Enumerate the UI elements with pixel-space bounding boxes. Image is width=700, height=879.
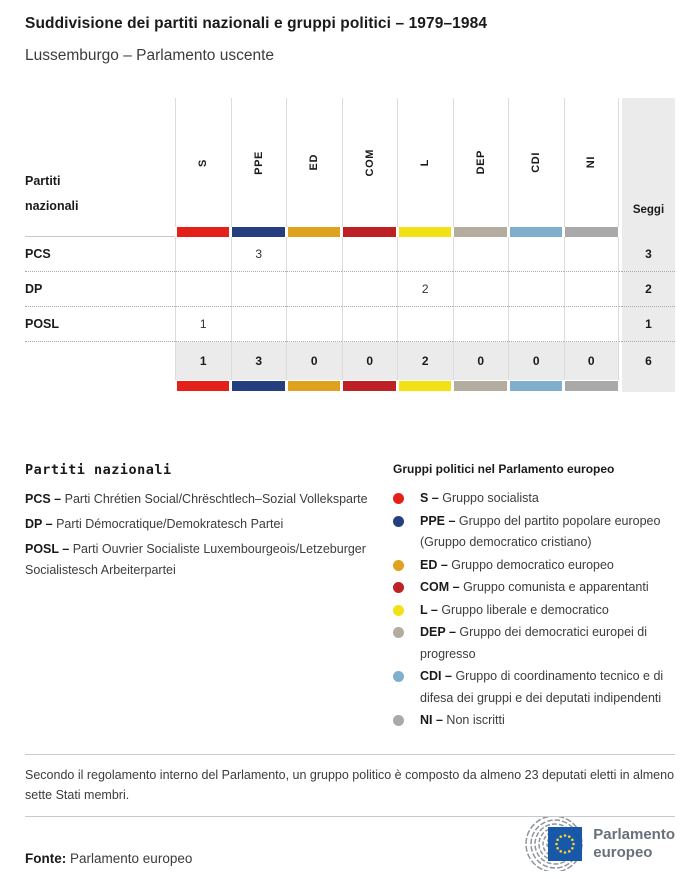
political-groups-legend-items	[393, 488, 675, 732]
seat-count-cell	[175, 272, 231, 307]
group-total-cell: 0	[342, 342, 398, 380]
national-parties-column-header-label: Partiti nazionali	[25, 174, 79, 213]
parliament-logo-wordmark	[593, 826, 675, 862]
page-subtitle: Lussemburgo – Parlamento uscente	[25, 47, 275, 64]
party-table	[25, 98, 675, 392]
group-col-header-CDI	[508, 98, 564, 227]
group-bar-cell	[175, 380, 231, 392]
seat-count-cell	[342, 272, 398, 307]
party-legend-item	[25, 539, 393, 581]
seats-column-header	[622, 98, 675, 227]
group-description: Gruppo di coordinamento tecnico e di difesa dei gruppi e dei deputati indipendenti	[420, 669, 664, 705]
seats-column-band	[622, 227, 675, 237]
group-color-dot-L	[393, 605, 404, 616]
group-bar-cell	[508, 227, 564, 237]
national-parties-legend-items	[25, 489, 393, 581]
group-abbr: PPE –	[420, 513, 456, 528]
group-legend-item	[393, 577, 675, 599]
group-legend-text	[420, 622, 675, 665]
national-parties-column-header	[25, 98, 175, 227]
party-total-seats: 3	[622, 237, 675, 272]
party-abbr: POSL –	[25, 542, 70, 556]
group-total-cell: 0	[453, 342, 509, 380]
group-bar-cell	[397, 227, 453, 237]
group-total-cell: 2	[397, 342, 453, 380]
group-description: Gruppo dei democratici europei di progresso	[420, 625, 647, 661]
group-color-bar-ED	[288, 227, 341, 237]
party-abbr: PCS –	[25, 492, 62, 506]
group-total-cell: 1	[175, 342, 231, 380]
group-code-label: CDI	[530, 152, 543, 173]
group-color-dot-ED	[393, 560, 404, 571]
group-code-label: PPE	[252, 150, 265, 175]
group-legend-item	[393, 511, 675, 554]
seat-count-cell	[286, 307, 342, 342]
seat-count-cell	[397, 237, 453, 272]
group-col-header-DEP	[453, 98, 509, 227]
group-bar-cell	[231, 380, 287, 392]
group-bar-cell	[286, 380, 342, 392]
party-row-label: PCS	[25, 237, 175, 272]
totals-row-label	[25, 342, 175, 380]
group-color-bar-PPE	[232, 381, 285, 391]
seat-count-cell	[175, 237, 231, 272]
group-legend-item	[393, 710, 675, 732]
group-col-header-NI	[564, 98, 620, 227]
footer	[25, 816, 675, 872]
seat-count-cell: 2	[397, 272, 453, 307]
seat-count-cell	[564, 237, 620, 272]
group-description: Non iscritti	[446, 713, 505, 727]
group-color-bar-L	[399, 227, 452, 237]
political-groups-legend-heading: Gruppi politici nel Parlamento europeo	[393, 462, 615, 476]
page-title: Suddivisione dei partiti nazionali e gruppi politici – 1979–1984	[25, 15, 488, 32]
group-color-bar-DEP	[454, 381, 507, 391]
group-bar-cell	[564, 380, 620, 392]
group-total-cell: 0	[564, 342, 620, 380]
group-legend-text	[420, 710, 505, 732]
group-abbr: CDI –	[420, 669, 452, 683]
group-color-dot-NI	[393, 715, 404, 726]
logo-line2: europeo	[593, 844, 653, 861]
group-legend-item	[393, 622, 675, 665]
group-legend-item	[393, 488, 675, 510]
group-legend-text	[420, 488, 539, 510]
group-legend-item	[393, 600, 675, 622]
seat-count-cell	[564, 272, 620, 307]
group-col-header-PPE	[231, 98, 287, 227]
group-legend-text	[420, 555, 614, 577]
group-abbr: L –	[420, 602, 438, 617]
seat-count-cell	[397, 307, 453, 342]
seat-count-cell: 1	[175, 307, 231, 342]
seat-count-cell	[508, 307, 564, 342]
group-abbr: DEP –	[420, 625, 456, 639]
seat-count-cell	[453, 272, 509, 307]
group-color-bar-CDI	[510, 227, 563, 237]
national-parties-legend-heading: Partiti nazionali	[25, 462, 172, 478]
party-total-seats: 1	[622, 307, 675, 342]
source-text: Parlamento europeo	[70, 851, 193, 866]
seat-count-cell: 3	[231, 237, 287, 272]
seat-count-cell	[231, 307, 287, 342]
group-bar-cell	[564, 227, 620, 237]
group-abbr: NI –	[420, 713, 443, 727]
group-code-label: S	[197, 158, 210, 167]
group-col-header-COM	[342, 98, 398, 227]
party-abbr: DP –	[25, 517, 53, 531]
party-fullname: Parti Chrétien Social/Chrëschtlech–Sozial Volleksparte	[64, 492, 368, 506]
group-code-label: NI	[585, 156, 598, 169]
group-abbr: ED –	[420, 557, 448, 572]
group-bar-cell	[342, 380, 398, 392]
group-color-bar-ED	[288, 381, 341, 391]
group-abbr: S –	[420, 491, 439, 505]
seats-column-band	[622, 380, 675, 392]
group-code-label: ED	[308, 154, 321, 171]
group-bar-cell	[508, 380, 564, 392]
group-description: Gruppo democratico europeo	[451, 557, 614, 572]
party-fullname: Parti Ouvrier Socialiste Luxembourgeois/Letzeburger Socialistesch Arbeiterpartei	[25, 542, 366, 577]
political-groups-legend	[393, 462, 675, 733]
group-code-label: COM	[363, 148, 376, 177]
group-color-bar-DEP	[454, 227, 507, 237]
seat-count-cell	[231, 272, 287, 307]
group-legend-item	[393, 666, 675, 709]
party-legend-item	[25, 514, 393, 535]
group-col-header-S	[175, 98, 231, 227]
group-legend-item	[393, 555, 675, 577]
header-underline	[25, 227, 175, 237]
source-label: Fonte:	[25, 851, 67, 866]
party-row-label: DP	[25, 272, 175, 307]
party-row-label: POSL	[25, 307, 175, 342]
group-color-bar-PPE	[232, 227, 285, 237]
group-color-bar-NI	[565, 381, 618, 391]
eu-flag	[548, 827, 582, 861]
parliament-hemicycle-icon	[507, 817, 585, 871]
group-col-header-L	[397, 98, 453, 227]
seat-count-cell	[453, 237, 509, 272]
group-color-bar-S	[177, 227, 230, 237]
source-line	[25, 851, 192, 866]
seat-count-cell	[508, 237, 564, 272]
group-total-cell: 3	[231, 342, 287, 380]
seats-column-header-label: Seggi	[632, 204, 665, 216]
group-color-bar-S	[177, 381, 230, 391]
footnote: Secondo il regolamento interno del Parlamento, un gruppo politico è composto da almeno 23 deputati eletti in almeno sette Stati membri.	[25, 754, 675, 817]
group-legend-text	[420, 577, 649, 599]
party-legend-item	[25, 489, 393, 510]
group-color-dot-DEP	[393, 627, 404, 638]
group-color-bar-COM	[343, 381, 396, 391]
seat-count-cell	[508, 272, 564, 307]
group-col-header-ED	[286, 98, 342, 227]
logo-line1: Parlamento	[593, 826, 675, 843]
national-parties-legend	[25, 462, 393, 733]
table-bottom-left	[25, 380, 175, 392]
group-abbr: COM –	[420, 580, 460, 594]
group-color-bar-NI	[565, 227, 618, 237]
group-total-cell: 0	[286, 342, 342, 380]
group-legend-text	[420, 511, 675, 554]
seat-count-cell	[342, 307, 398, 342]
group-color-dot-CDI	[393, 671, 404, 682]
group-description: Gruppo socialista	[442, 491, 539, 505]
seat-count-cell	[453, 307, 509, 342]
group-legend-text	[420, 600, 609, 622]
group-description: Gruppo comunista e apparentanti	[463, 580, 649, 594]
seat-count-cell	[286, 237, 342, 272]
group-bar-cell	[453, 227, 509, 237]
seat-count-cell	[342, 237, 398, 272]
seat-count-cell	[564, 307, 620, 342]
group-bar-cell	[342, 227, 398, 237]
group-color-dot-S	[393, 493, 404, 504]
group-color-dot-COM	[393, 582, 404, 593]
group-bar-cell	[286, 227, 342, 237]
legend-section	[25, 462, 675, 733]
group-total-cell: 0	[508, 342, 564, 380]
party-total-seats: 2	[622, 272, 675, 307]
party-fullname: Parti Démocratique/Demokratesch Partei	[56, 517, 284, 531]
group-bar-cell	[397, 380, 453, 392]
group-legend-text	[420, 666, 675, 709]
group-bar-cell	[175, 227, 231, 237]
group-bar-cell	[453, 380, 509, 392]
european-parliament-logo	[507, 817, 675, 871]
total-seats-cell: 6	[622, 342, 675, 380]
group-description: Gruppo del partito popolare europeo (Gruppo democratico cristiano)	[420, 513, 661, 549]
group-description: Gruppo liberale e democratico	[441, 602, 609, 617]
seat-count-cell	[286, 272, 342, 307]
group-color-bar-L	[399, 381, 452, 391]
group-color-bar-CDI	[510, 381, 563, 391]
group-bar-cell	[231, 227, 287, 237]
group-code-label: DEP	[474, 150, 487, 175]
group-color-bar-COM	[343, 227, 396, 237]
group-color-dot-PPE	[393, 516, 404, 527]
group-code-label: L	[419, 158, 432, 167]
